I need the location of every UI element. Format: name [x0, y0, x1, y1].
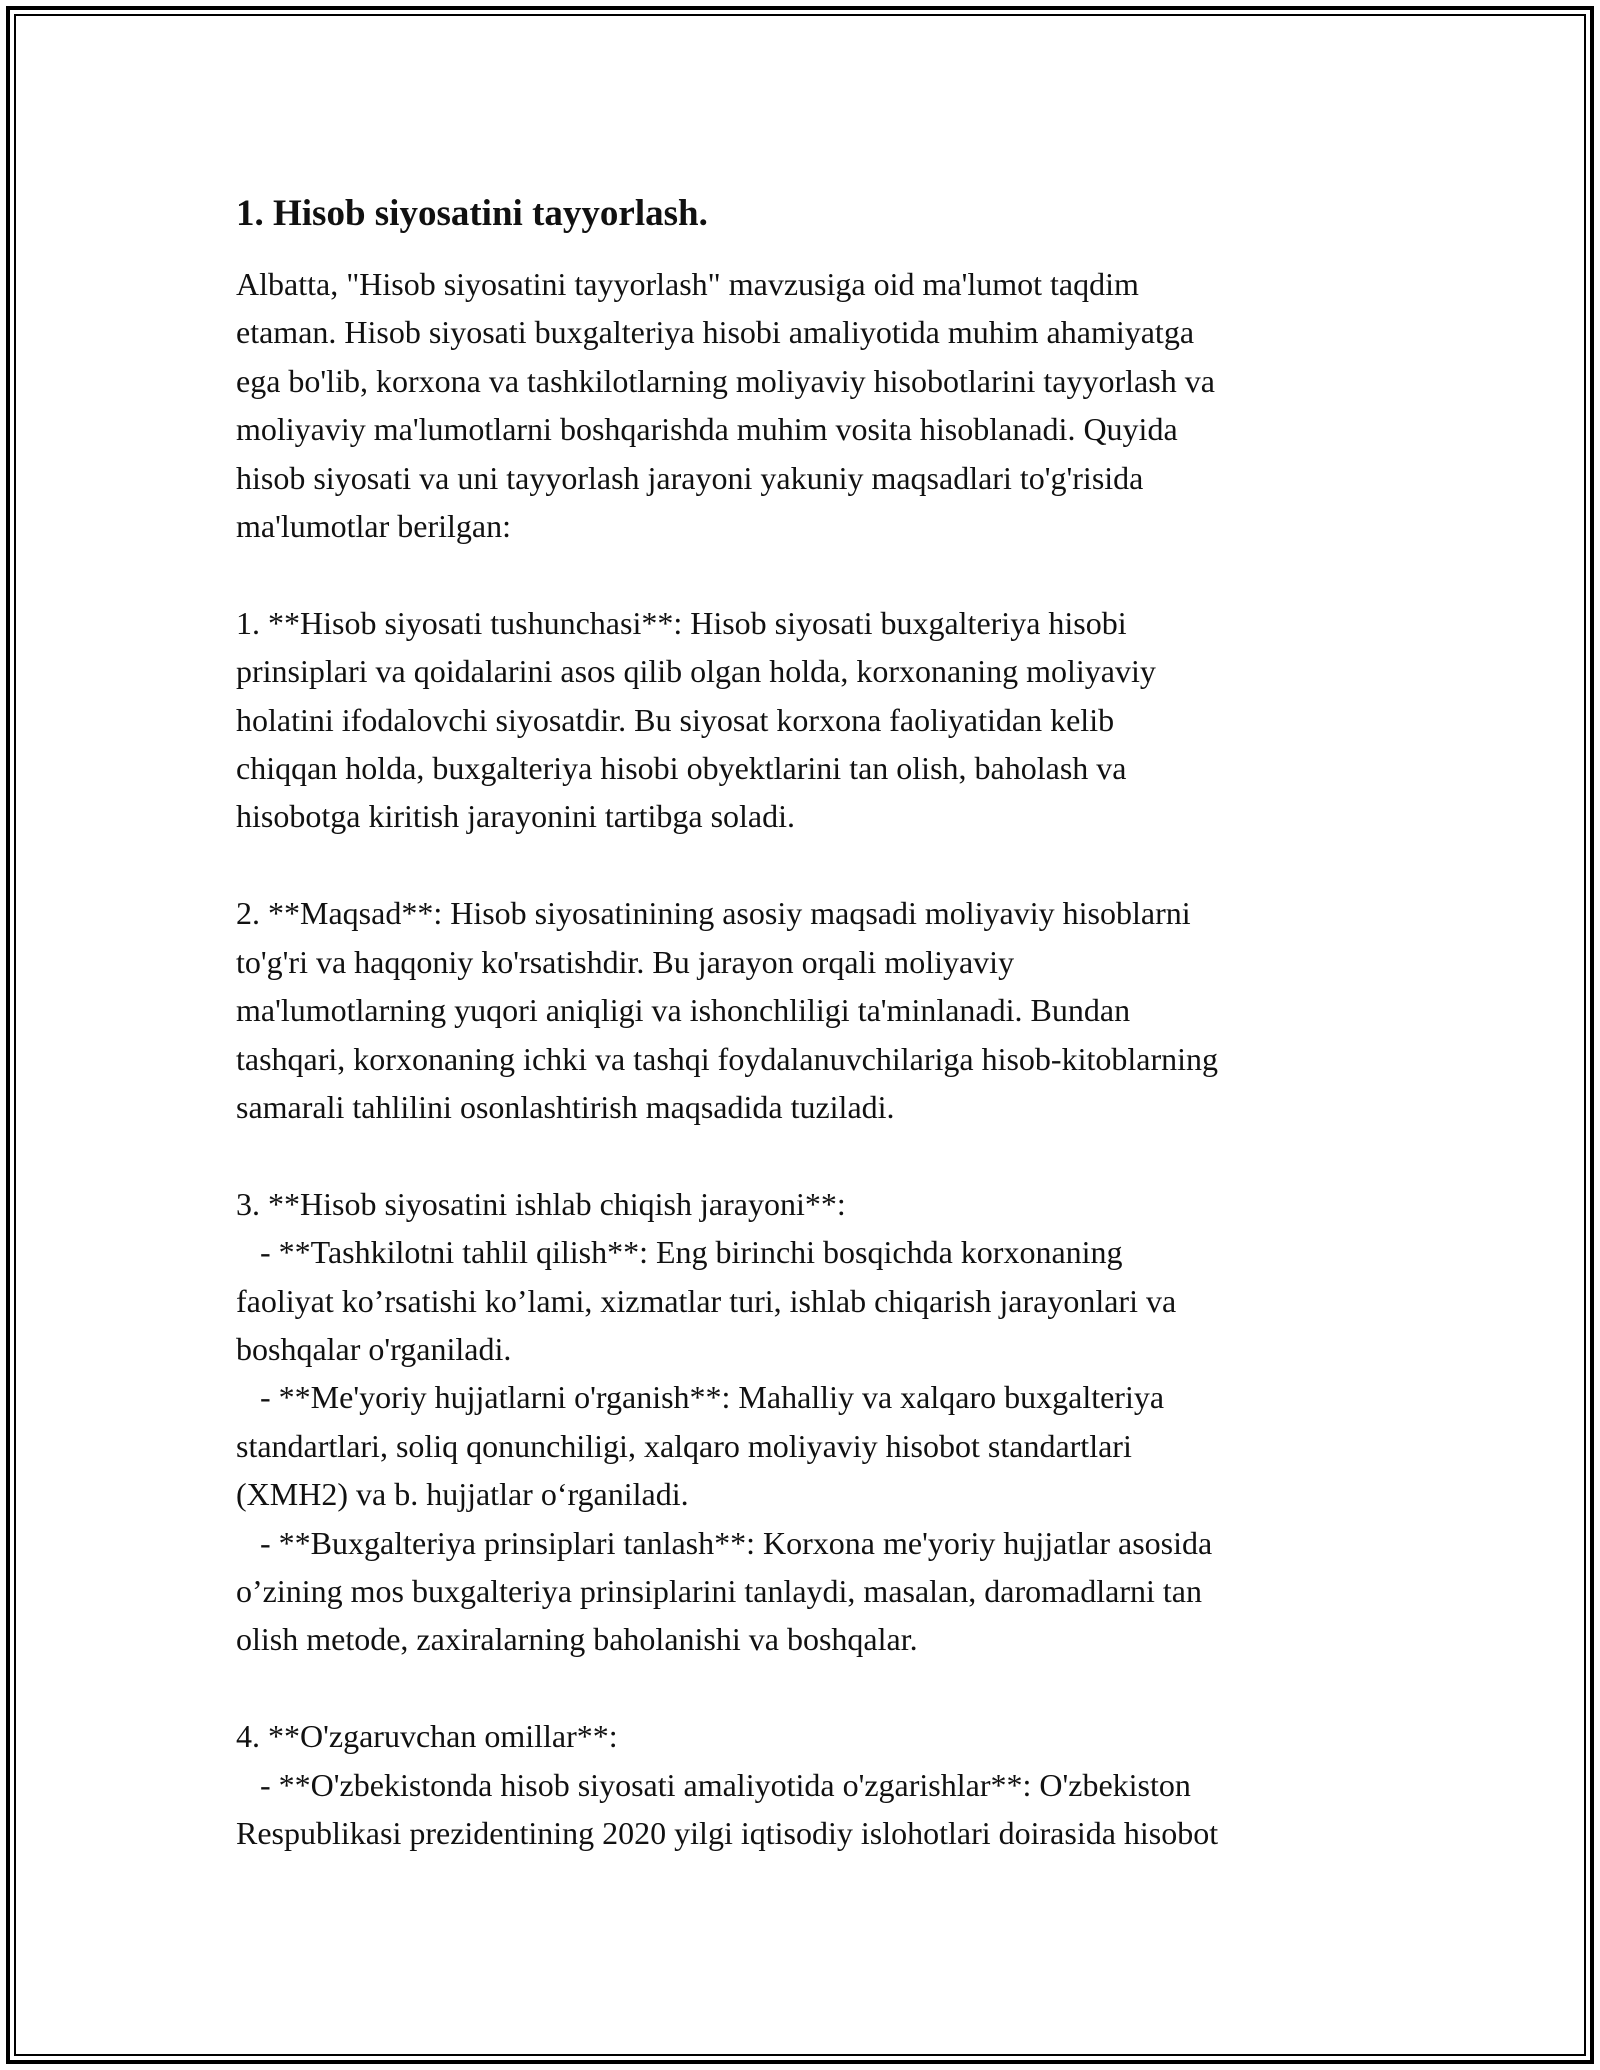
document-title: 1. Hisob siyosatini tayyorlash. — [236, 193, 708, 234]
document-body: Albatta, "Hisob siyosatini tayyorlash" mavzusiga oid ma'lumot taqdim etaman. Hisob siyosati buxgalteriya hisobi amaliyotida muhim ahamiyatga ega bo'lib, korxona va tashkilotlarning moliyaviy hisobotlarini tayyorlash va moliyaviy ma'lumotlarni boshqarishda muhim vosita hisoblanadi. Quyida hisob siyosati va uni tayyorlash jarayoni yakuniy maqsadlari to'g'risida ma'lumotlar berilgan: 1. **Hisob siyosati tushunchasi**: Hisob siyosati buxgalteriya hisobi prinsiplari va qoidalarini asos qilib olgan holda, korxonaning moliyaviy holatini ifodalovchi siyosatdir. Bu siyosat korxona faoliyatidan kelib chiqqan holda, buxgalteriya hisobi obyektlarini tan olish, baholash va hisobotga kiritish jarayonini tartibga soladi. 2. **Maqsad**: Hisob siyosatinining asosiy maqsadi moliyaviy hisoblarni to'g'ri va haqqoniy ko'rsatishdir. Bu jarayon orqali moliyaviy ma'lumotlarning yuqori aniqligi va ishonchliligi ta'minlanadi. Bundan tashqari, korxonaning ichki va tashqi foydalanuvchilariga hisob-kitoblarning samarali tahlilini osonlashtirish maqsadida tuziladi. 3. **Hisob siyosatini ishlab chiqish jarayoni**: - **Tashkilotni tahlil qilish**: Eng birinchi bosqichda korxonaning faoliyat ko’rsatishi ko’lami, xizmatlar turi, ishlab chiqarish jarayonlari va boshqalar o'rganiladi. - **Me'yoriy hujjatlarni o'rganish**: Mahalliy va xalqaro buxgalteriya standartlari, soliq qonunchiligi, xalqaro moliyaviy hisobot standartlari (XMH2) va b. hujjatlar o‘rganiladi. - **Buxgalteriya prinsiplari tanlash**: Korxona me'yoriy hujjatlar asosida o’zining mos buxgalteriya prinsiplarini tanlaydi, masalan, daromadlarni tan olish metode, zaxiralarning baholanishi va boshqalar. 4. **O'zgaruvchan omillar**: - **O'zbekistonda hisob siyosati amaliyotida o'zgarishlar**: O'zbekiston Respublikasi prezidentining 2020 yilgi iqtisodiy islohotlari doirasida hisobot — [236, 266, 1219, 1851]
document-content — [236, 190, 1376, 1857]
